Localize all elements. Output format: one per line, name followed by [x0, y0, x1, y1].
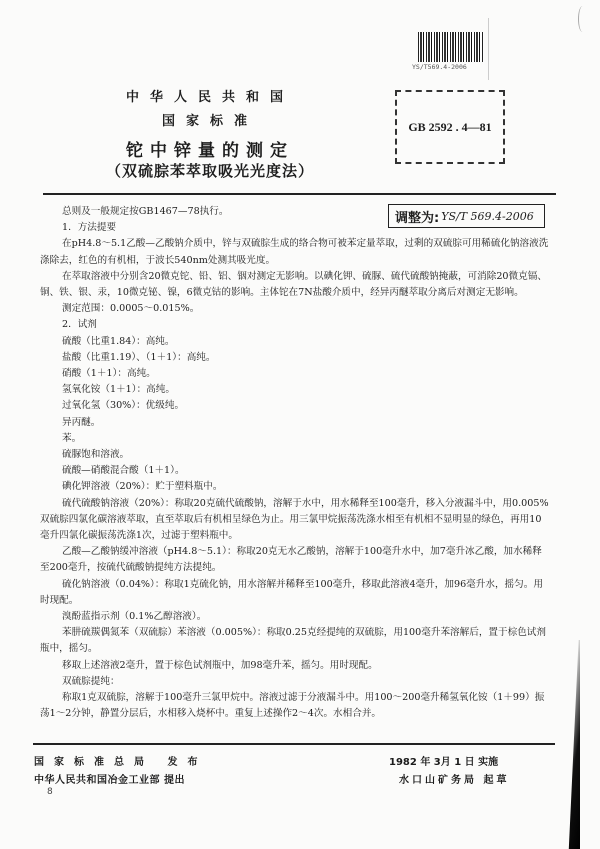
body-paragraph: 硫化钠溶液（0.04%）：称取1克硫化钠，用水溶解并稀释至100毫升，移取此溶液4毫升，加96毫升水，摇匀。用时现配。 [40, 578, 543, 606]
stamp-handwritten: YS/T 569.4-2006 [441, 209, 534, 223]
body-paragraph: 硫酸（比重1.84）：高纯。 [62, 335, 175, 347]
stamp-label: 调整为: [395, 210, 440, 226]
body-paragraph: 双硫腙提纯： [62, 675, 120, 687]
document-subtitle: （双硫腙苯萃取吸光光度法） [105, 162, 314, 180]
standard-type: 国家标准 [161, 114, 258, 129]
body-paragraph: 1．方法提要 [62, 222, 117, 234]
divider [488, 18, 489, 80]
body-paragraph: 碘化钾溶液（20%）：贮于塑料瓶中。 [62, 481, 223, 493]
body-paragraph: 在pH4.8～5.1乙酸—乙酸钠介质中，锌与双硫腙生成的络合物可被苯定量萃取，过剩的双硫腙可用稀硫化钠溶液洗涤除去，红色的有机相，于波长540nm处测其吸光度。 [40, 238, 549, 266]
body-paragraph: 苯肼硫羰偶氮苯（双硫腙）苯溶液（0.005%）：称取0.25克经提纯的双硫腙，用100毫升苯溶解后，置于棕色试剂瓶中，摇匀。 [40, 627, 546, 655]
page-edge-mark [578, 6, 587, 32]
body-paragraph: 2．试剂 [62, 319, 97, 331]
page-number: 8 [47, 787, 53, 797]
body-paragraph: 总则及一般规定按GB1467—78执行。 [62, 206, 229, 217]
drafter: 水口山矿务局 起草 [399, 775, 510, 786]
document-title: 铊中锌量的测定 [126, 141, 294, 161]
document-body [40, 204, 550, 723]
country-name: 中华人民共和国 [125, 90, 294, 105]
body-paragraph: 测定范围：0.0005～0.015%。 [62, 303, 200, 315]
proposer: 中华人民共和国冶金工业部 提出 [34, 775, 185, 786]
publisher: 国家标准总局 发布 [34, 757, 208, 768]
footer-rule [33, 743, 555, 745]
body-paragraph: 硫脲饱和溶液。 [62, 449, 130, 461]
body-paragraph: 硝酸（1＋1）：高纯。 [62, 368, 156, 380]
standard-code: GB 2592 . 4—81 [408, 119, 492, 134]
page-edge-shadow [566, 640, 580, 849]
body-paragraph: 乙酸—乙酸钠缓冲溶液（pH4.8～5.1）：称取20克无水乙酸钠，溶解于100毫升水中，加7毫升冰乙酸，加水稀释至200毫升，按硫代硫酸钠提纯方法提纯。 [40, 546, 542, 574]
header-rule [43, 193, 556, 195]
body-paragraph: 苯。 [62, 432, 82, 444]
body-paragraph: 硫酸—硝酸混合酸（1＋1）。 [62, 465, 185, 477]
body-paragraph: 盐酸（比重1.19）、（1＋1）：高纯。 [62, 351, 216, 363]
standard-code-box [395, 90, 505, 164]
body-paragraph: 氢氧化铵（1＋1）：高纯。 [62, 384, 175, 396]
body-paragraph: 过氧化氢（30%）：优级纯。 [62, 400, 185, 412]
body-paragraph: 异丙醚。 [62, 416, 101, 428]
effective-date: 1982 年 3月 1 日 实施 [389, 757, 499, 768]
barcode-icon [418, 32, 484, 62]
barcode-number: YS/T569.4-2006 [412, 63, 467, 71]
body-paragraph: 溴酚蓝指示剂（0.1%乙醇溶液）。 [62, 611, 207, 623]
body-paragraph: 在萃取溶液中分别含20微克铊、铅、铝、铟对测定无影响。以碘化钾、硫脲、硫代硫酸钠掩蔽，可消除20微克镉、铜、铁、银、汞，10微克铋、镍，6微克钴的影响。主体铊在7N盐酸介质中，经异丙醚萃取分离后对测定无影响。 [40, 270, 547, 299]
body-paragraph: 称取1克双硫腙，溶解于100毫升三氯甲烷中。溶液过滤于分液漏斗中。用100～200毫升稀氢氧化铵（1＋99）振荡1～2分钟，静置分层后，水相移入烧杯中。重复上述操作2～4次。水相合并。 [40, 692, 545, 720]
body-paragraph: 移取上述溶液2毫升，置于棕色试剂瓶中，加98毫升苯，摇匀。用时现配。 [62, 659, 378, 671]
body-paragraph: 硫代硫酸钠溶液（20%）：称取20克硫代硫酸钠，溶解于水中，用水稀释至100毫升，移入分液漏斗中，用0.005%双硫腙四氯化碳溶液萃取，直至萃取后有机相呈绿色为止。用三氯甲烷振荡洗涤水相至有机相不显明显的绿色，再用10毫升四氯化碳振荡洗涤1次，过滤于塑料瓶中。 [40, 497, 549, 542]
